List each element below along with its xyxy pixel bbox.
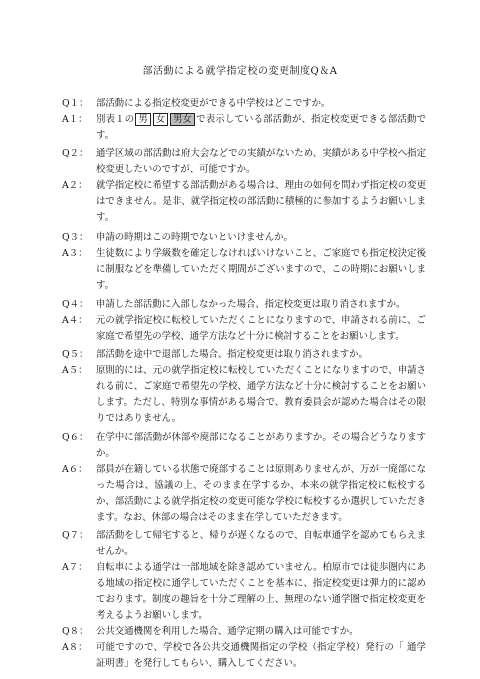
qa-item-3 (62, 230, 426, 294)
question-label: Q１： (62, 98, 89, 109)
answer-label: A７： (62, 562, 88, 573)
qa-item-7 (62, 528, 426, 624)
qa-item-5 (62, 347, 426, 427)
question-label: Q５： (62, 349, 89, 360)
qa-item-6 (62, 430, 426, 526)
answer-text-suffix: で表示している部活動が、指定校変更できる部活動です。 (96, 114, 426, 141)
question-label: Q８： (62, 626, 89, 637)
question-label: Q４： (62, 299, 89, 310)
question-label: Q６： (62, 432, 89, 443)
answer-label: A１： (62, 114, 88, 125)
answer-text: 生徒数により学級数を確定しなければいけないこと、ご家庭でも指定校決定後に制服などを準備していただく期間がございますので、この時期にお願いします。 (96, 248, 426, 291)
answer-text: 自転車による通学は一部地域を除き認めていません。柏原市では徒歩圏内にある地域の指定校に通学していただくことを基本に、指定校変更は弾力的に認めております。制度の趣旨を十分ご理解の上、無理のない通学圏で指定校変更を考えるようお願いします。 (96, 562, 426, 621)
qa-item-4 (62, 297, 426, 345)
answer-text: 就学指定校に希望する部活動がある場合は、理由の如何を問わず指定校の変更はできません。是非、就学指定校の部活動に積極的に参加するようお願いします。 (96, 180, 426, 223)
qa-item-2 (62, 146, 426, 226)
question-text: 部活動をして帰宅すると、帰りが遅くなるので、自転車通学を認めてもらえませんか。 (96, 530, 426, 557)
answer-label: A８： (62, 642, 88, 653)
box-female: 女 (153, 113, 168, 126)
qa-item-8 (62, 624, 426, 672)
answer-label: A４： (62, 315, 88, 326)
question-label: Q２： (62, 148, 89, 159)
answer-label: A５： (62, 365, 88, 376)
question-text: 通学区域の部活動は府大会などでの実績がないため、実績がある中学校へ指定校変更したいのですが、可能ですか。 (96, 148, 426, 175)
answer-text: 部員が在籍している状態で廃部することは原則ありませんが、万が一廃部になった場合は、協議の上、そのまま在学するか、本来の就学指定校に転校するか、部活動による就学指定校の変更可能な学校に転校するか選択していただきます。なお、休部の場合はそのまま在学していただきます。 (96, 464, 426, 523)
question-label: Q３： (62, 232, 89, 243)
question-text: 公共交通機関を利用した場合、通学定期の購入は可能ですか。 (96, 626, 359, 637)
box-mixed: 男女 (170, 113, 195, 126)
question-text: 部活動を途中で退部した場合、指定校変更は取り消されますか。 (96, 349, 368, 360)
answer-label: A２： (62, 180, 88, 191)
answer-text (96, 112, 426, 144)
answer-text-prefix: 別表１の (96, 114, 135, 125)
box-male: 男 (135, 113, 150, 126)
page-title: 部活動による就学指定校の変更制度Q＆A (142, 66, 338, 77)
question-label: Q７： (62, 530, 89, 541)
answer-label: A３： (62, 248, 88, 259)
question-text: 申請した部活動に入部しなかった場合、指定校変更は取り消されますか。 (96, 299, 406, 310)
answer-label: A６： (62, 464, 88, 475)
answer-text: 可能ですので、学校で各公共交通機関指定の学校（指定学校）発行の「 通学証明書」を発行してもらい、購入してください。 (96, 642, 426, 669)
qa-item-1 (62, 96, 426, 144)
question-text: 在学中に部活動が休部や廃部になることがありますか。その場合どうなりますか。 (96, 432, 426, 459)
question-text: 部活動による指定校変更ができる中学校はどこですか。 (96, 98, 331, 109)
answer-text: 元の就学指定校に転校していただくことになりますので、申請される前に、ご家庭で希望先の学校、通学方法など十分に検討することをお願いします。 (96, 315, 426, 342)
question-text: 申請の時期はこの時期でないといけませんか。 (96, 232, 293, 243)
answer-text: 原則的には、元の就学指定校に転校していただくことになりますので、申請される前に、ご家庭で希望先の学校、通学方法など十分に検討することをお願いします。ただし、特別な事情がある場合で、教育委員会が認めた場合はその限りではありません。 (96, 365, 426, 424)
